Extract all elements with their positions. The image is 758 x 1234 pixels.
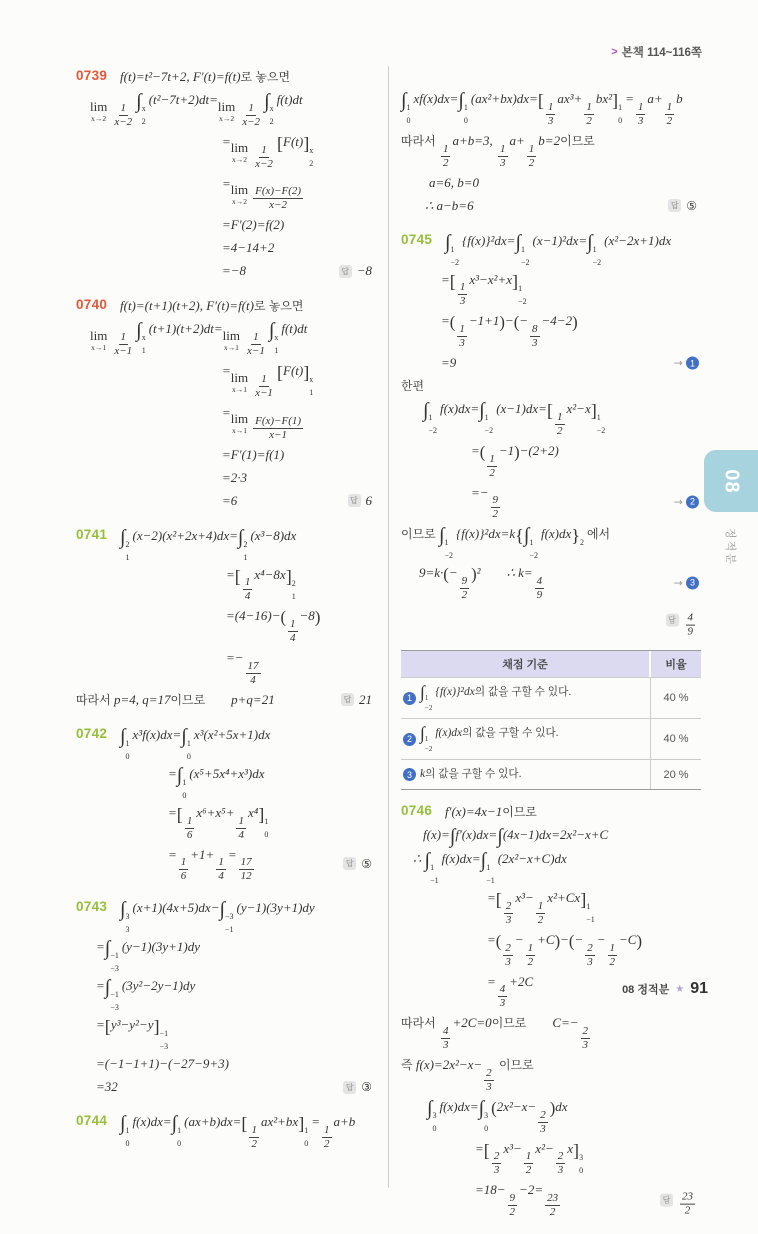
math-expression: f′(x)=4x−1이므로 — [445, 804, 537, 820]
math-expression: = $\frac{1}{6}$ +1+ $\frac{1}{4}$ = $\frac{17}{12}$ — [168, 846, 252, 883]
problem-0740 — [76, 296, 376, 510]
math-expression: =[ $\frac{1}{4}$ x⁴−8x] 2 1 — [226, 566, 296, 603]
math-expression: =[y³−y²−y] −1 −3 — [96, 1016, 169, 1052]
math-expression: 한편 — [401, 379, 425, 393]
solution-line — [425, 196, 701, 216]
page-header — [611, 44, 702, 60]
answer-value: 21 — [359, 691, 372, 707]
solution-line — [471, 483, 701, 522]
page-footer — [622, 980, 708, 998]
math-expression: ∫ 1 0 x³f(x)dx=∫ 1 0 x³(x²+5x+1)dx — [120, 725, 271, 761]
solution-line — [76, 67, 376, 87]
answer-badge: 답 — [668, 199, 681, 212]
step-marker — [674, 357, 699, 370]
math-expression: =(4−16)−( $\frac{1}{4}$ −8) — [226, 607, 321, 645]
solution-line — [222, 238, 376, 258]
math-expression: =( $\frac{2}{3}$ − $\frac{1}{2}$ +C)−(− $\frac{2}{3}$ − $\frac{1}{2}$ −C) — [487, 931, 642, 968]
grading-criteria: 2 ∫ 1 −2 f(x)dx의 값을 구할 수 있다. — [401, 719, 650, 759]
problem-number: 0746 — [401, 803, 433, 819]
chapter-tab-label-wrap — [704, 520, 758, 574]
solution-line — [401, 1013, 701, 1052]
solution-line — [168, 803, 376, 842]
grading-header-ratio: 비율 — [649, 651, 701, 677]
answer-badge: 답 — [666, 614, 679, 627]
math-expression: f(x)=∫f′(x)dx=∫(4x−1)dx=2x²−x+C — [423, 825, 609, 848]
math-expression: =− $\frac{17}{4}$ — [226, 650, 259, 686]
grading-criteria: 1 ∫ 1 −2 {f(x)}²dx의 값을 구할 수 있다. — [401, 678, 650, 718]
solution-line — [90, 90, 376, 129]
grading-table — [401, 650, 701, 790]
problem-continuation — [401, 89, 701, 216]
solution-line — [96, 937, 376, 973]
solution-line — [226, 648, 376, 687]
solution-line — [226, 606, 376, 645]
solution-line — [222, 174, 376, 213]
step-number: 1 — [686, 357, 699, 370]
math-expression: =F′(2)=f(2) — [222, 217, 285, 233]
math-expression: 따라서 p=4, q=17이므로 p+q=21 — [76, 691, 275, 707]
solution-line — [76, 296, 376, 316]
solution-line — [413, 849, 701, 885]
answer-value: ⑤ — [686, 198, 697, 213]
solution-line — [401, 524, 701, 560]
answer-value: ⑤ — [361, 856, 372, 871]
math-expression: =18− $\frac{9}{2}$ −2= $\frac{23}{2}$ — [475, 1182, 559, 1219]
chevron-icon: > — [611, 46, 618, 58]
arrow-icon: → — [673, 356, 683, 370]
math-expression: f(t)=(t+1)(t+2), F′(t)=f(t)로 놓으면 — [120, 298, 304, 314]
solution-line — [90, 319, 376, 358]
solution-line — [96, 1015, 376, 1051]
header-label: 본책 114~116쪽 — [621, 47, 702, 59]
answer — [348, 493, 373, 509]
math-expression: = $\frac{4}{3}$ +2C — [487, 973, 534, 1010]
answer-badge: 답 — [343, 1081, 356, 1094]
math-expression: =9 — [441, 355, 457, 370]
math-expression: =∫ 1 0 (x⁵+5x⁴+x³)dx — [168, 764, 265, 800]
math-expression: ∫ 1 −2 f(x)dx=∫ 1 −2 (x−1)dx=[ $\frac{1}{2}$ x²−x] 1 −2 — [423, 399, 606, 437]
solution-line — [475, 1139, 701, 1178]
problem-number: 0740 — [76, 297, 108, 313]
footer-chapter: 08 정적분 — [622, 984, 670, 996]
math-expression: lim x→1 $\frac{1}{x-1}$ ∫ x 1 (t+1)(t+2)dt=lim x→1 $\frac{1}{x-1}$ ∫ x 1 f(t)dt — [90, 319, 308, 358]
step-number: 2 — [686, 495, 699, 508]
problem-0741 — [76, 526, 376, 710]
math-expression: ∴ a−b=6 — [425, 197, 474, 213]
step-number: 3 — [686, 576, 699, 589]
problem-number: 0739 — [76, 68, 108, 83]
answer — [666, 602, 698, 639]
answer-badge: 답 — [660, 1193, 673, 1206]
grading-ratio: 40 % — [650, 719, 701, 759]
grading-ratio: 40 % — [650, 678, 701, 718]
step-marker — [674, 576, 699, 589]
problem-number: 0744 — [76, 1113, 108, 1129]
math-expression: =− $\frac{9}{2}$ — [471, 484, 499, 521]
solution-line — [76, 690, 376, 710]
math-expression: =[ $\frac{2}{3}$ x³− $\frac{1}{2}$ x²− $\frac{2}{3}$ x] 3 0 — [475, 1140, 584, 1177]
answer-badge: 답 — [341, 693, 354, 706]
math-expression: =[ $\frac{2}{3}$ x³− $\frac{1}{2}$ x²+Cx] 1 −1 — [487, 889, 595, 926]
solution-line — [222, 403, 376, 442]
math-expression: ∫ 3 0 f(x)dx=∫ 3 0 (2x²−x− $\frac{2}{3}$ )dx — [427, 1097, 568, 1135]
problem-number: 0743 — [76, 899, 108, 915]
star-icon: ★ — [675, 983, 685, 995]
math-expression: a=6, b=0 — [429, 174, 480, 190]
solution-line — [487, 930, 701, 969]
solution-line — [96, 1054, 376, 1074]
math-expression: =[ $\frac{1}{6}$ x⁶+x⁵+ $\frac{1}{4}$ x⁴] 1 0 — [168, 804, 269, 841]
solution-line — [222, 215, 376, 235]
answer — [343, 1079, 372, 1095]
math-expression: 즉 f(x)=2x²−x− $\frac{2}{3}$ 이므로 — [401, 1057, 534, 1093]
math-expression: =∫ −1 −3 (y−1)(3y+1)dy — [96, 937, 200, 974]
arrow-icon: → — [673, 495, 683, 509]
solution-line — [401, 802, 701, 822]
solution-line — [168, 845, 376, 884]
solution-line — [222, 132, 376, 171]
math-expression: =(−1−1+1)−(−27−9+3) — [96, 1056, 229, 1072]
math-expression: 이므로 ∫ 1 −2 {f(x)}²dx=k{∫ 1 −2 f(x)dx} 2 에서 — [401, 524, 611, 561]
chapter-tab-label: 정적분 — [723, 528, 736, 566]
answer-value: −8 — [356, 263, 372, 279]
page-number: 91 — [690, 980, 708, 997]
problem-0746 — [401, 802, 701, 1219]
math-expression: =2·3 — [222, 469, 248, 485]
grading-criteria: 3 k의 값을 구할 수 있다. — [401, 760, 650, 789]
solution-line — [423, 825, 701, 846]
arrow-icon: → — [673, 576, 683, 590]
solution-line — [441, 353, 701, 373]
solution-line — [441, 311, 701, 350]
solution-line — [76, 1112, 376, 1151]
solution-line — [423, 399, 701, 438]
math-expression: ∫ 2 1 (x−2)(x²+2x+4)dx=∫ 2 1 (x³−8)dx — [120, 526, 297, 562]
solution-line — [401, 376, 701, 396]
problem-number: 0741 — [76, 526, 108, 542]
answer-value: 6 — [365, 492, 372, 508]
solution-line — [76, 526, 376, 562]
answer-badge: 답 — [339, 265, 352, 278]
answer — [660, 1181, 697, 1218]
problem-0742 — [76, 725, 376, 884]
solution-line — [427, 1097, 701, 1136]
problem-0744 — [76, 1112, 376, 1151]
math-expression: =6 — [222, 492, 238, 508]
solution-line — [96, 1077, 376, 1097]
answer-value: $\frac{4}{9}$ — [687, 611, 693, 638]
answer — [339, 263, 372, 279]
solution-line — [401, 131, 701, 170]
solution-line — [441, 270, 701, 309]
answer-value: $\frac{23}{2}$ — [682, 1191, 693, 1218]
solution-line — [401, 1055, 701, 1094]
solution-line — [168, 764, 376, 800]
column-divider — [388, 66, 389, 1188]
math-expression: ∫ 3 3 (x+1)(4x+5)dx−∫ −3 −1 (y−1)(3y+1)dy — [120, 898, 315, 935]
step-marker — [674, 495, 699, 508]
grading-row — [401, 677, 701, 718]
solution-line — [76, 898, 376, 934]
math-expression: =−8 — [222, 263, 247, 279]
math-expression: =[ $\frac{1}{3}$ x³−x²+x] 1 −2 — [441, 271, 527, 308]
problem-0739 — [76, 67, 376, 281]
math-expression: =∫ −1 −3 (3y²−2y−1)dy — [96, 976, 196, 1013]
answer — [343, 856, 372, 872]
grading-ratio: 20 % — [650, 760, 701, 789]
solution-line — [222, 445, 376, 465]
math-expression: 따라서 $\frac{4}{3}$ +2C=0이므로 C=− $\frac{2}{3}$ — [401, 1015, 589, 1052]
math-expression: =F′(1)=f(1) — [222, 446, 285, 462]
math-expression: ∫ 1 0 f(x)dx=∫ 1 0 (ax+b)dx=[ $\frac{1}{2}$ ax²+bx] 1 0 = $\frac{1}{2}$ a+b — [120, 1112, 356, 1151]
right-column — [401, 64, 701, 1234]
solution-line — [401, 231, 701, 267]
math-expression: =4−14+2 — [222, 240, 275, 256]
solution-line — [226, 565, 376, 604]
math-expression: f(t)=t²−7t+2, F′(t)=f(t)로 놓으면 — [120, 69, 291, 84]
chapter-number: 08 — [720, 468, 743, 494]
problem-number: 0742 — [76, 725, 108, 741]
math-expression: ∫ 1 0 xf(x)dx=∫ 1 0 (ax²+bx)dx=[ $\frac{1}{3}$ ax³+ $\frac{1}{2}$ bx²] 1 0 = $\frac{1}{3}$ a+ $\frac{1}{2}$ b — [401, 89, 683, 127]
math-expression: =lim x→2 $\frac{1}{x-2}$ [F(t)] x 2 — [222, 133, 314, 170]
answer — [341, 692, 372, 708]
left-column — [76, 64, 376, 1234]
problem-number: 0745 — [401, 231, 433, 247]
answer-value: ③ — [361, 1080, 372, 1095]
solution-line — [222, 468, 376, 488]
math-expression: =lim x→1 $\frac{1}{x-1}$ [F(t)] x 1 — [222, 362, 314, 399]
solution-line — [76, 725, 376, 761]
math-expression: ∴ ∫ 1 −1 f(x)dx=∫ 1 −1 (2x²−x+C)dx — [413, 849, 567, 886]
answer-badge: 답 — [343, 857, 356, 870]
grading-header-criteria: 채점 기준 — [502, 659, 548, 671]
solution-line — [401, 605, 701, 638]
solution-line — [96, 976, 376, 1012]
answer-badge: 답 — [348, 494, 361, 507]
solution-line — [487, 888, 701, 927]
solution-line — [419, 563, 701, 602]
answer — [668, 198, 697, 214]
math-expression: lim x→2 $\frac{1}{x-2}$ ∫ x 2 (t²−7t+2)dt=lim x→2 $\frac{1}{x-2}$ ∫ x 2 f(t)dt — [90, 90, 303, 128]
math-expression: 9=k·(− $\frac{9}{2}$ )² ∴ k= $\frac{4}{9}$ — [419, 564, 543, 602]
grading-row — [401, 759, 701, 789]
math-expression: =( $\frac{1}{2}$ −1)−(2+2) — [471, 442, 559, 479]
solution-line — [429, 173, 701, 193]
grading-row — [401, 718, 701, 759]
grading-table-header — [401, 651, 701, 677]
math-expression: =lim x→2 $\frac{F(x)-F(2)}{x-2}$ — [222, 175, 302, 212]
solution-line — [401, 89, 701, 128]
math-expression: =32 — [96, 1079, 118, 1095]
solution-line — [471, 441, 701, 480]
problem-0745 — [401, 231, 701, 636]
problem-0743 — [76, 898, 376, 1097]
solution-line — [222, 361, 376, 400]
solution-line — [222, 491, 376, 511]
math-expression: =lim x→1 $\frac{F(x)-F(1)}{x-1}$ — [222, 404, 302, 441]
solution-line — [222, 261, 376, 281]
chapter-tab — [704, 450, 758, 512]
math-expression: 따라서 $\frac{1}{2}$ a+b=3, $\frac{1}{3}$ a+ $\frac{1}{2}$ b=2이므로 — [401, 132, 595, 169]
math-expression: ∫ 1 −2 {f(x)}²dx=∫ 1 −2 (x−1)²dx=∫ 1 −2 (x²−2x+1)dx — [445, 231, 672, 267]
math-expression: =( $\frac{1}{3}$ −1+1)−(− $\frac{8}{3}$ −4−2) — [441, 312, 578, 350]
solution-line — [475, 1180, 701, 1219]
